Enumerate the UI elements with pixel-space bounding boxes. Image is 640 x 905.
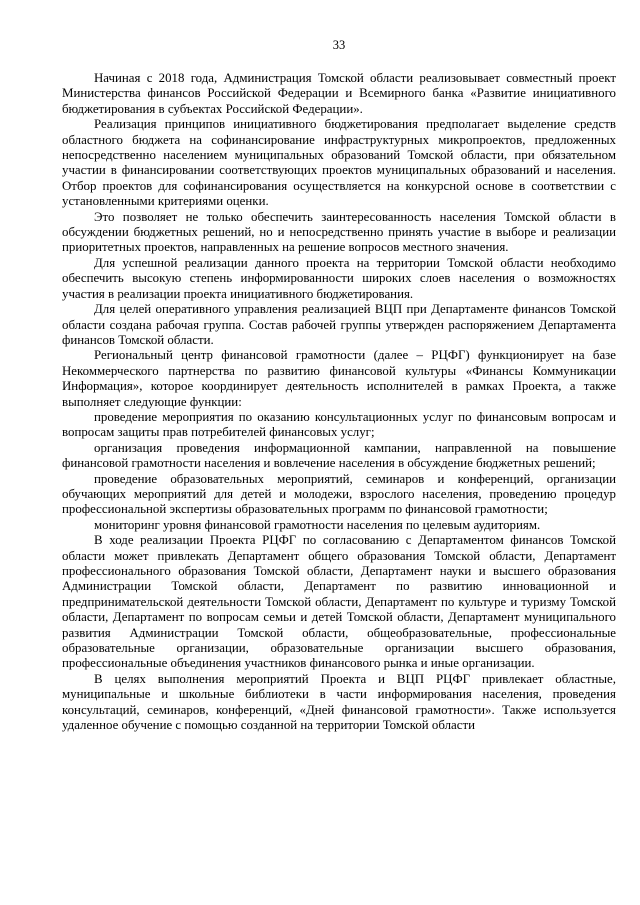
- paragraph: Реализация принципов инициативного бюджетирования предполагает выделение средств областного бюджета на софинансирование инфраструктурных микропроектов, предложенных непосредственно населением муниципальных образований Томской области, при обязательном участии в финансировании соответствующих проектов муниципальных образований и населения. Отбор проектов для софинансирования осуществляется на конкурсной основе в соответствии с установленными критериями оценки.: [62, 117, 616, 209]
- paragraph: Для успешной реализации данного проекта на территории Томской области необходимо обеспечить высокую степень информированности широких слоев населения о возможностях участия в реализации проекта инициативного бюджетирования.: [62, 255, 616, 301]
- paragraph: Региональный центр финансовой грамотности (далее – РЦФГ) функционирует на базе Некоммерческого партнерства по развитию финансовой культуры «Финансы Коммуникации Информация», которое координирует деятельность исполнителей в рамках Проекта, а также выполняет следующие функции:: [62, 348, 616, 409]
- paragraph: Начиная с 2018 года, Администрация Томской области реализовывает совместный проект Министерства финансов Российской Федерации и Всемирного банка «Развитие инициативного бюджетирования в субъектах Российской Федерации».: [62, 71, 616, 116]
- list-item: мониторинг уровня финансовой грамотности населения по целевым аудиториям.: [94, 517, 541, 532]
- list-item: проведение образовательных мероприятий, семинаров и конференций, организации обучающих мероприятий для детей и молодежи, взрослого населения, проведению процедур профессиональной экспертизы образовательных программ по финансовой грамотности;: [62, 471, 616, 517]
- paragraph: Это позволяет не только обеспечить заинтересованность населения Томской области в обсуждении бюджетных решений, но и непосредственно принять участие в выборе и реализации приоритетных проектов, направленных на решение вопросов местного значения.: [62, 209, 616, 255]
- list-item: проведение мероприятия по оказанию консультационных услуг по финансовым вопросам и вопросам защиты прав потребителей финансовых услуг;: [62, 409, 616, 440]
- page-number: 33: [332, 38, 346, 52]
- paragraph: Для целей оперативного управления реализацией ВЦП при Департаменте финансов Томской области создана рабочая группа. Состав рабочей группы утвержден распоряжением Департамента финансов Томской области.: [62, 302, 616, 347]
- paragraph: В целях выполнения мероприятий Проекта и ВЦП РЦФГ привлекает областные, муниципальные и школьные библиотеки в части информирования населения, проведения консультаций, семинаров, конференций, «Дней финансовой грамотности». Также используется удаленное обучение с помощью созданной на территории Томской области: [62, 671, 616, 733]
- list-item: организация проведения информационной кампании, направленной на повышение финансовой грамотности населения и вовлечение населения в обсуждение бюджетных решений;: [62, 440, 616, 471]
- paragraph: В ходе реализации Проекта РЦФГ по согласованию с Департаментом финансов Томской области может привлекать Департамент общего образования Томской области, Департамент профессионального образования Томской области, Департамент науки и высшего образования Администрации Томской области, Департамент по развитию инновационной и предпринимательской деятельности Томской области, Департамент по культуре и туризму Томской области, Департамент по вопросам семьи и детей Томской области, Департамент муниципального развития Администрации Томской области, общеобразовательные, профессиональные образовательные организации, образовательные организации высшего образования, профессиональные объединения участников финансового рынка и иные организации.: [62, 533, 616, 671]
